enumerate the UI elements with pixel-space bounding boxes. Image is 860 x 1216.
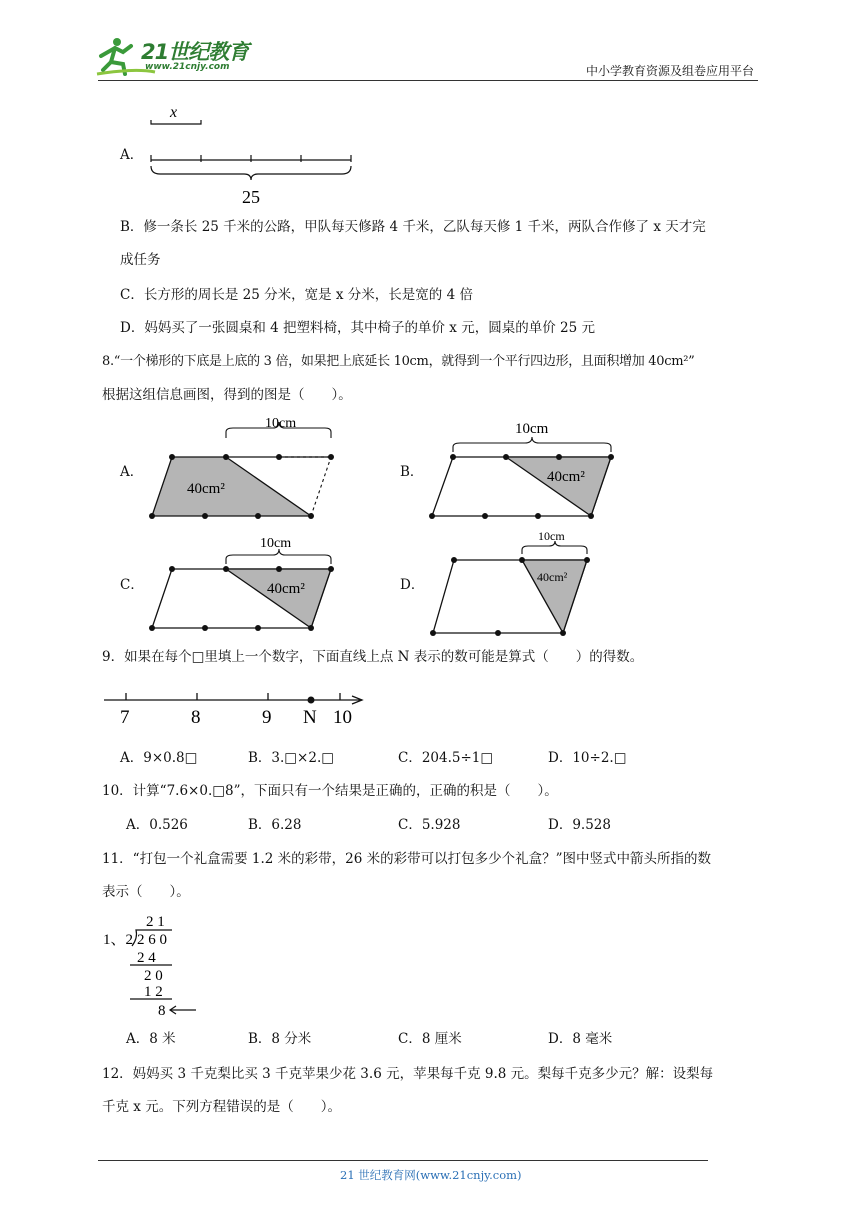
q9-option-a: A．9×0.8□ <box>120 750 198 766</box>
q12-stem-line1: 12．妈妈买 3 千克梨比买 3 千克苹果少花 3.6 元，苹果每千克 9.8 元。梨每千克多少元？解：设梨每 <box>102 1066 714 1082</box>
q12-stem-line2: 千克 x 元。下列方程错误的是（ ）。 <box>102 1099 341 1115</box>
q8-stem-line1: 8.“一个梯形的下底是上底的 3 倍，如果把上底延长 10cm，就得到一个平行四边形，且面积增加 40cm²” <box>102 354 695 369</box>
q8-stem-line2: 根据这组信息画图，得到的图是（ ）。 <box>102 387 352 403</box>
q8-b-area-label: 40cm² <box>547 469 585 485</box>
q8-option-d-label: D． <box>400 577 425 593</box>
q10-stem: 10．计算“7.6×0.□8”，下面只有一个结果是正确的，正确的积是（ ）。 <box>102 783 558 799</box>
q7-line-diagram <box>140 100 360 210</box>
q8-option-c-figure <box>145 528 345 640</box>
q11-option-b: B．8 分米 <box>248 1031 312 1047</box>
q9-label-8: 8 <box>191 707 201 728</box>
q10-option-d: D．9.528 <box>548 817 611 833</box>
q7-option-b-line2: 成任务 <box>120 252 161 268</box>
footer-link[interactable]: 21 世纪教育网(www.21cnjy.com) <box>340 1168 522 1182</box>
q11-stem-line1: 11．“打包一个礼盒需要 1.2 米的彩带，26 米的彩带可以打包多少个礼盒？”图中竖式中箭头所指的数 <box>102 851 712 867</box>
logo-url: www.21cnjy.com <box>145 62 230 72</box>
q8-option-b-figure <box>425 412 625 524</box>
q9-option-b: B．3.□×2.□ <box>248 750 335 766</box>
q11-divisor: 1、2 <box>103 932 134 948</box>
q8-option-d-figure <box>425 526 625 638</box>
footer-rule <box>98 1160 708 1161</box>
q9-option-c: C．204.5÷1□ <box>398 750 494 766</box>
q8-option-c-label: C． <box>120 577 144 593</box>
q7-option-a-label: A． <box>120 147 144 163</box>
q8-c-top-label: 10cm <box>260 536 292 551</box>
q11-remainder: 8 <box>158 1003 166 1019</box>
q11-dividend: 2 6 0 <box>137 932 167 948</box>
q11-step2: 2 0 <box>144 968 163 984</box>
q10-option-c: C．5.928 <box>398 817 461 833</box>
header-platform-text: 中小学教育资源及组卷应用平台 <box>585 64 754 78</box>
q9-label-9: 9 <box>262 707 272 728</box>
q11-option-c: C．8 厘米 <box>398 1031 462 1047</box>
logo-title: 21世纪教育 <box>141 40 249 64</box>
q8-a-area-label: 40cm² <box>187 481 225 497</box>
q9-label-n: N <box>303 707 317 728</box>
q8-d-area-label: 40cm² <box>537 570 568 584</box>
q7-option-b-line1: B．修一条长 25 千米的公路，甲队每天修路 4 千米，乙队每天修 1 千米，两队合作修了 x 天才完 <box>120 219 706 235</box>
q11-option-a: A．8 米 <box>126 1031 176 1047</box>
q8-a-top-label: 10cm <box>265 416 297 431</box>
q8-option-a-figure <box>145 412 345 524</box>
q7-total-label: 25 <box>242 187 260 207</box>
q9-label-10: 10 <box>333 707 352 728</box>
q11-option-d: D．8 毫米 <box>548 1031 613 1047</box>
q9-stem: 9．如果在每个□里填上一个数字，下面直线上点 N 表示的数可能是算式（ ）的得数。 <box>102 649 644 665</box>
q7-option-d: D．妈妈买了一张圆桌和 4 把塑料椅，其中椅子的单价 x 元，圆桌的单价 25 元 <box>120 320 595 336</box>
q8-option-b-label: B． <box>400 464 424 480</box>
q9-option-d: D．10÷2.□ <box>548 750 627 766</box>
q11-step3: 1 2 <box>144 984 163 1000</box>
q8-b-top-label: 10cm <box>515 421 549 437</box>
q10-option-b: B．6.28 <box>248 817 302 833</box>
q11-step1: 2 4 <box>137 950 156 966</box>
site-logo <box>95 34 265 78</box>
q11-long-division <box>100 908 210 1020</box>
header-rule <box>98 80 758 81</box>
q9-label-7: 7 <box>120 707 130 728</box>
q7-option-c: C．长方形的周长是 25 分米，宽是 x 分米，长是宽的 4 倍 <box>120 287 473 303</box>
q8-d-top-label: 10cm <box>538 529 565 543</box>
q11-stem-line2: 表示（ ）。 <box>102 884 190 900</box>
q9-number-line <box>100 684 370 728</box>
q11-quotient: 2 1 <box>146 914 165 930</box>
q8-option-a-label: A． <box>120 464 144 480</box>
q10-option-a: A．0.526 <box>126 817 188 833</box>
q7-x-label: x <box>170 104 178 121</box>
q8-c-area-label: 40cm² <box>267 581 305 597</box>
